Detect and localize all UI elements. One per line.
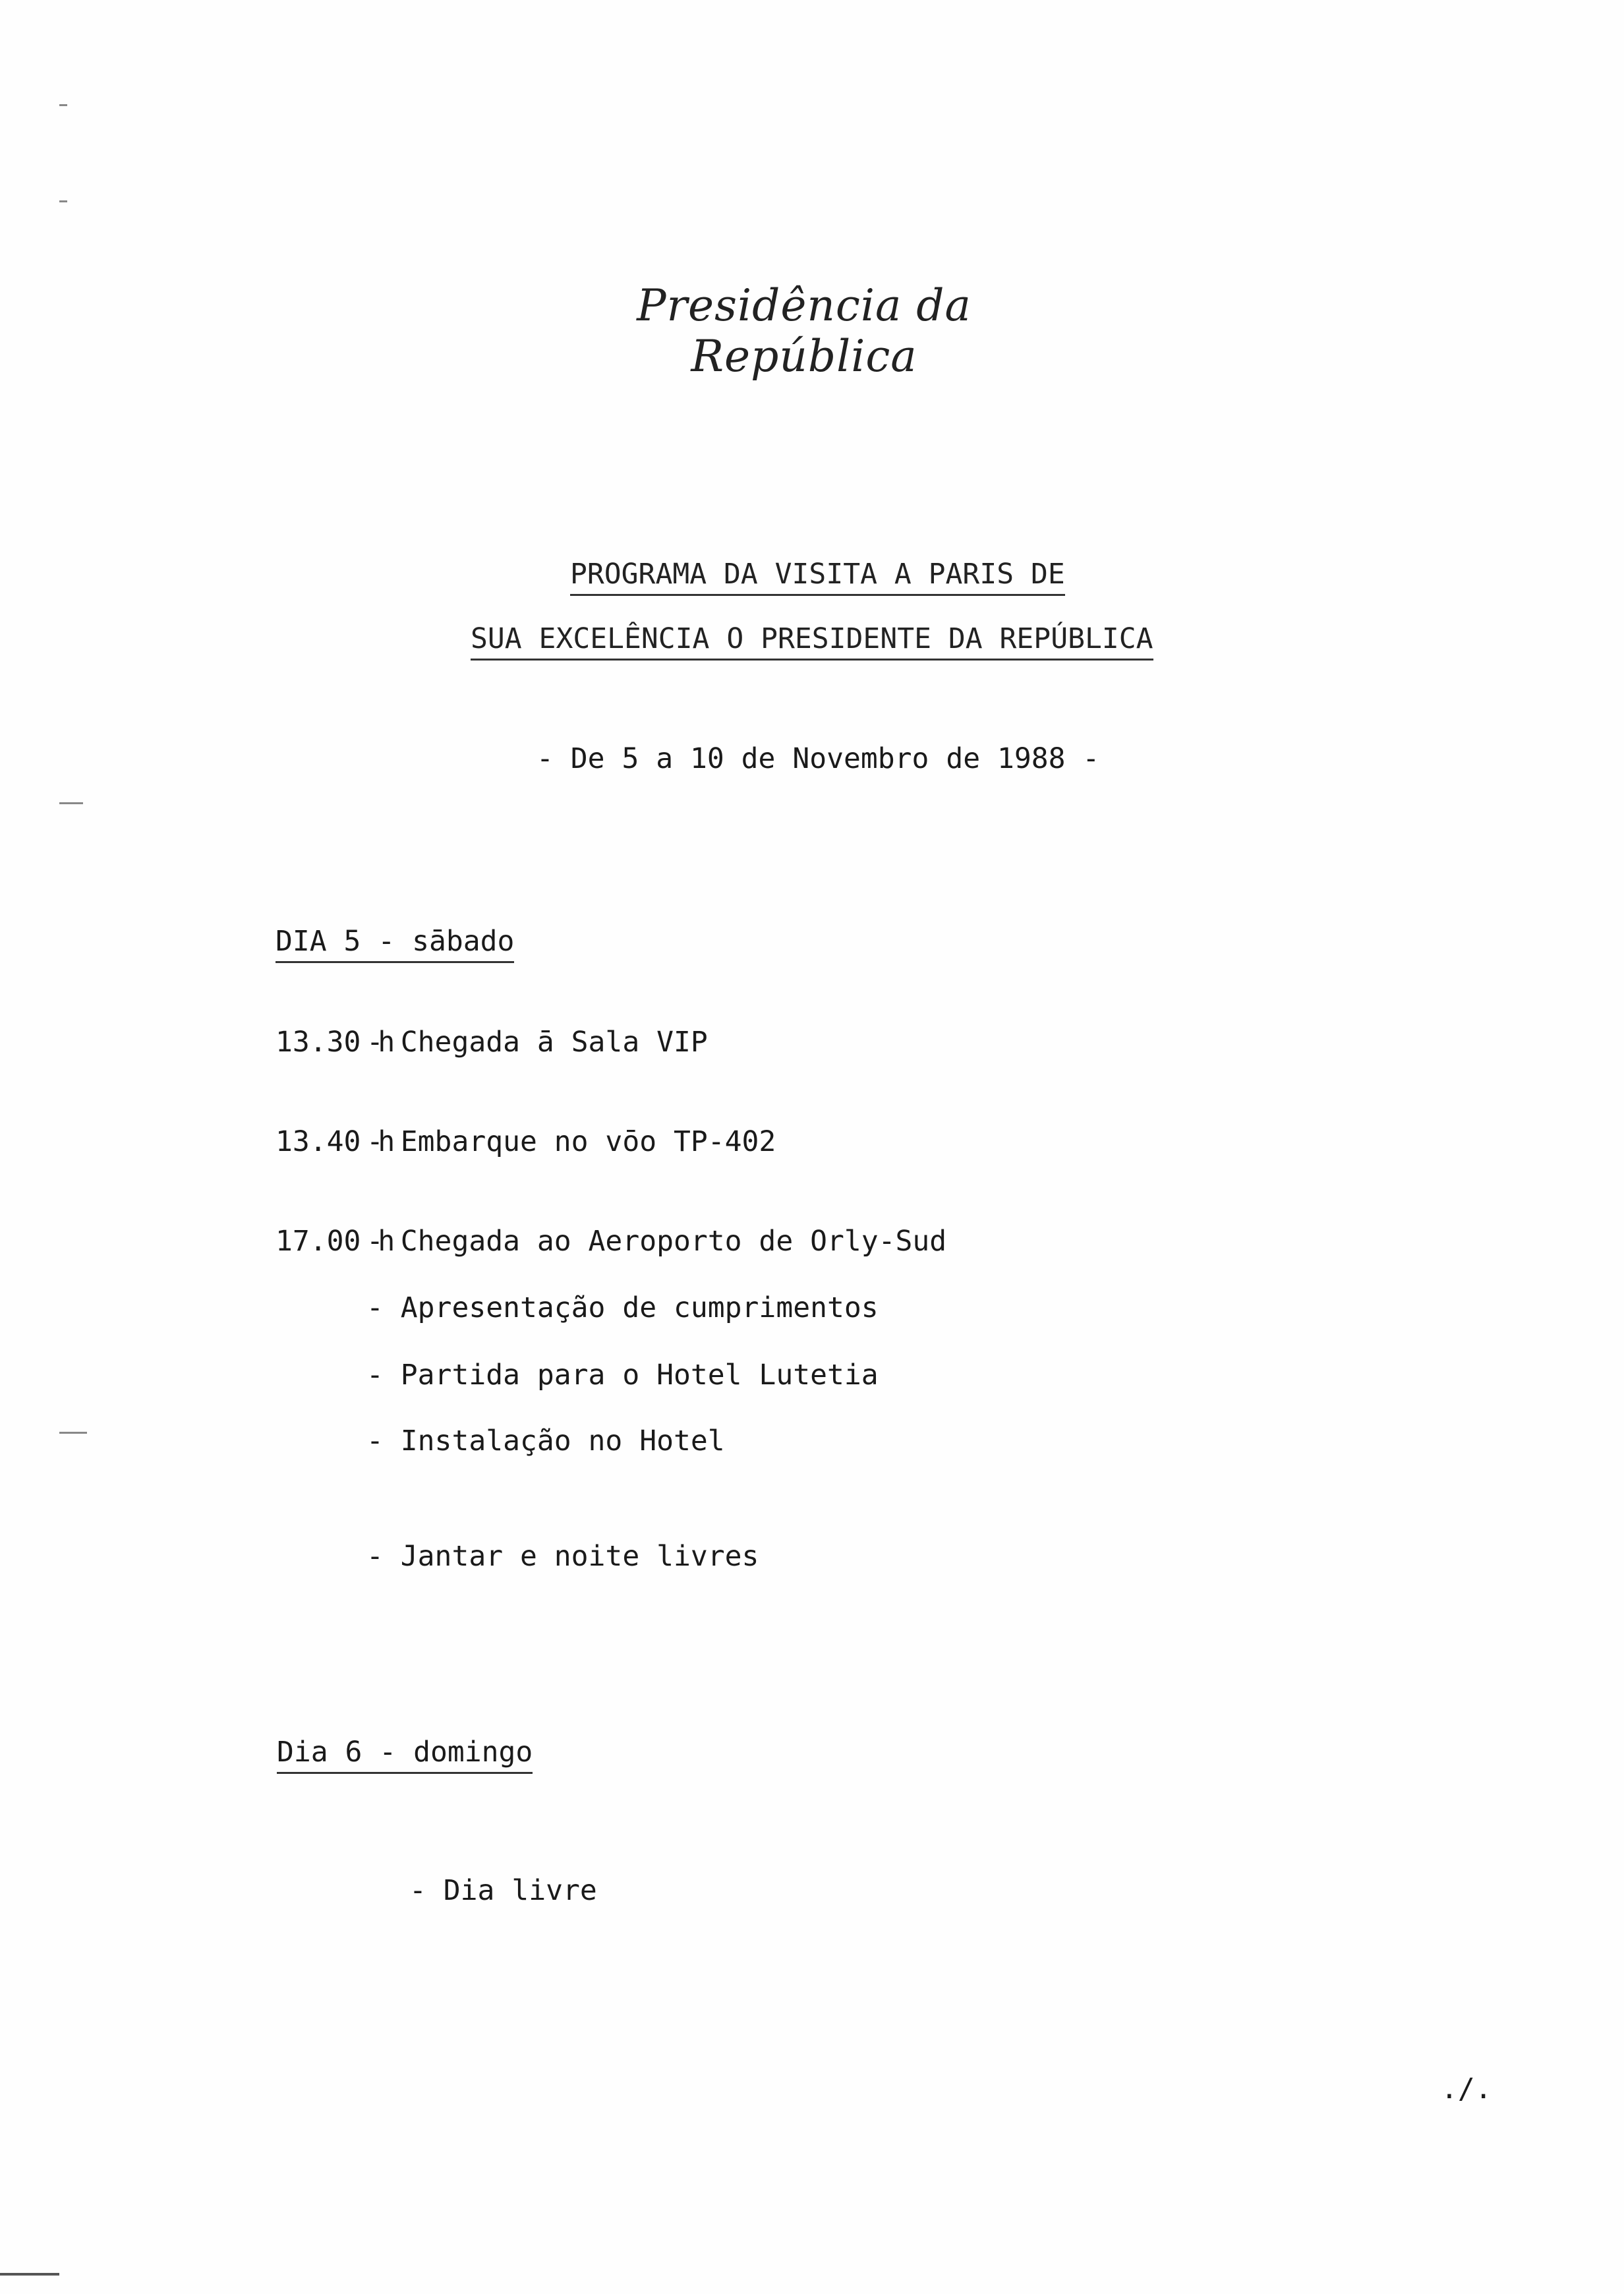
schedule-text: - Embarque no vōo TP-402: [366, 1125, 776, 1158]
scan-edge-rule: [0, 2273, 59, 2276]
schedule-text: - Jantar e noite livres: [366, 1540, 759, 1573]
margin-mark: [59, 104, 67, 106]
schedule-item: [276, 1540, 759, 1573]
program-title-line-1: PROGRAMA DA VISITA A PARIS DE: [570, 560, 1065, 596]
schedule-item: [276, 1028, 708, 1057]
schedule-item: [276, 1427, 725, 1456]
schedule-item: [276, 1291, 879, 1324]
schedule-text: - Partida para o Hotel Lutetia: [366, 1359, 879, 1392]
schedule-time: 13.40 h: [276, 1125, 395, 1158]
schedule-text: - Instalação no Hotel: [366, 1425, 725, 1457]
schedule-text: - Dia livre: [409, 1874, 597, 1907]
schedule-item: [276, 1227, 946, 1256]
schedule-time: 17.00 h: [276, 1225, 395, 1258]
date-range: - De 5 a 10 de Novembro de 1988 -: [536, 742, 1100, 775]
schedule-item: [409, 1874, 597, 1907]
schedule-time: 13.30 h: [276, 1026, 395, 1059]
day-heading-6: Dia 6 - domingo: [277, 1738, 533, 1774]
schedule-text: - Apresentação de cumprimentos: [366, 1291, 879, 1324]
margin-mark: [59, 802, 83, 804]
schedule-text: - Chegada ā Sala VIP: [366, 1026, 708, 1059]
day-heading-5: DIA 5 - sābado: [276, 927, 514, 963]
margin-mark: [59, 200, 67, 202]
program-title-line-2: SUA EXCELÊNCIA O PRESIDENTE DA REPÚBLICA: [471, 625, 1153, 661]
margin-mark: [59, 1432, 87, 1434]
schedule-text: - Chegada ao Aeroporto de Orly-Sud: [366, 1225, 947, 1258]
continuation-mark: ./.: [1441, 2073, 1492, 2105]
schedule-item: [276, 1361, 879, 1390]
schedule-item: [276, 1125, 776, 1158]
letterhead: Presidência da República: [637, 280, 972, 382]
